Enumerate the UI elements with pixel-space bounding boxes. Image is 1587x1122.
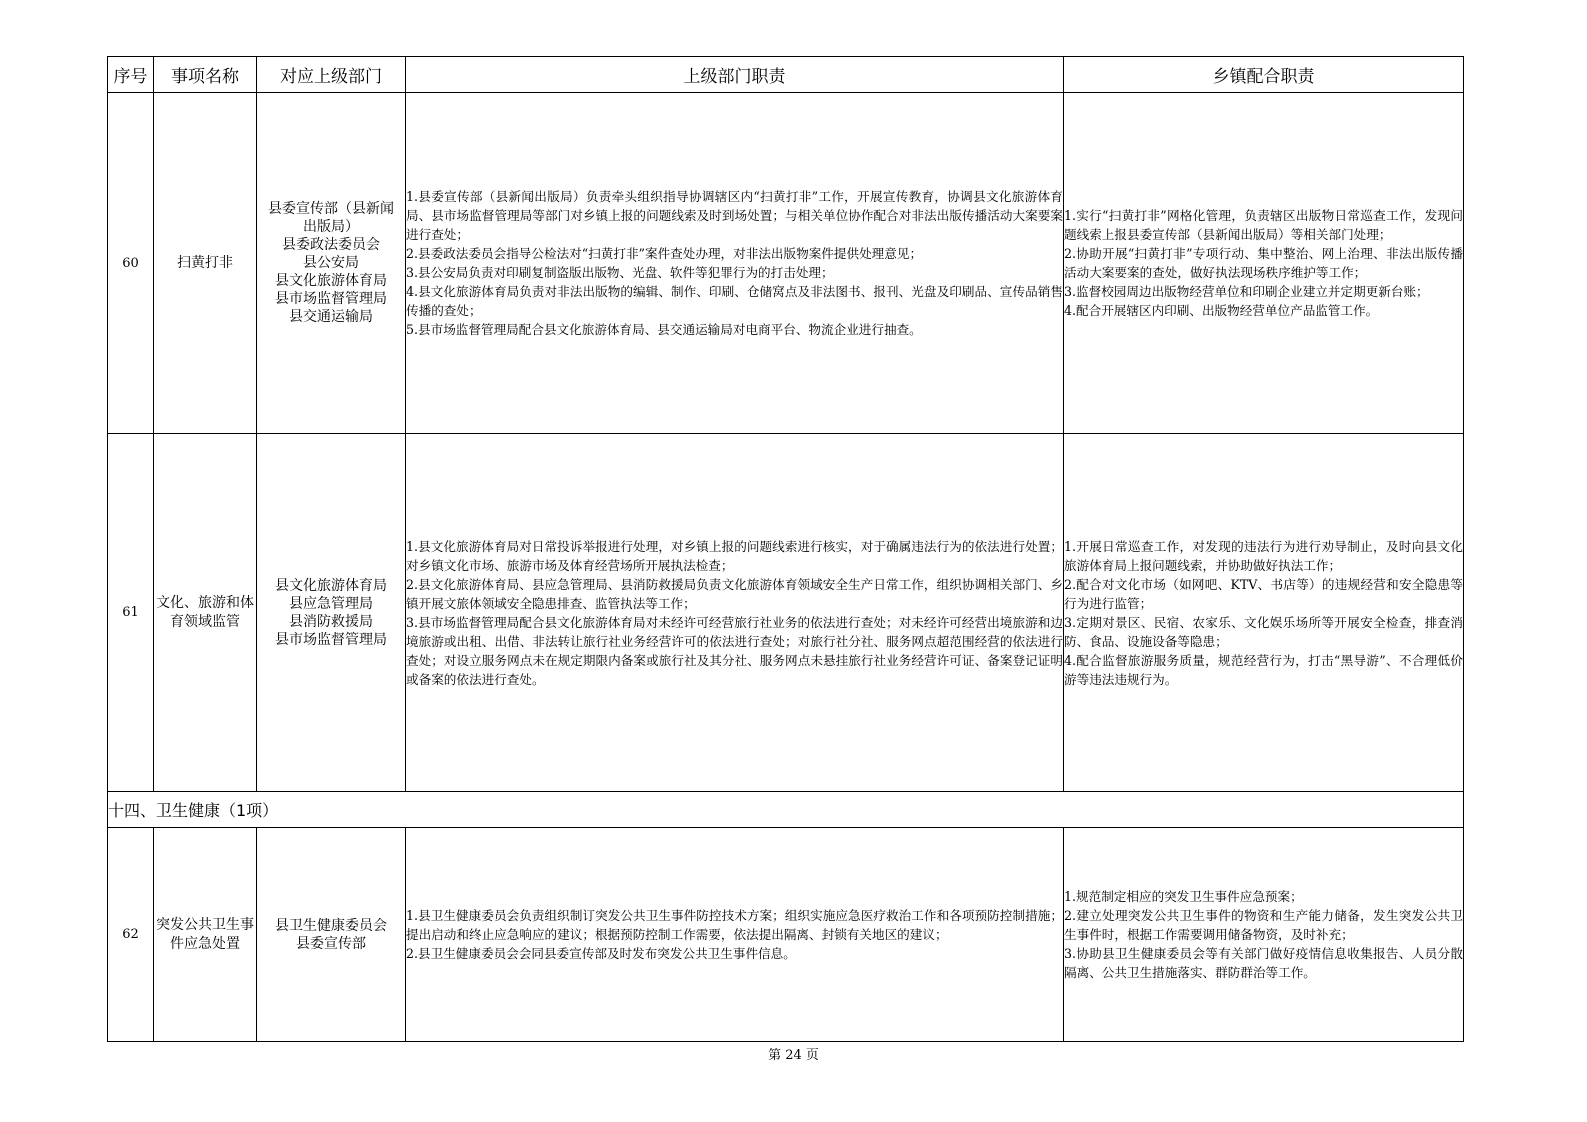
dept-item: 县委政法委员会 <box>282 237 380 253</box>
dept-item: 县公安局 <box>303 255 359 271</box>
town-duty-item: 3.定期对景区、民宿、农家乐、文化娱乐场所等开展安全检查，排查消防、食品、设施设备等隐患； <box>1064 614 1463 649</box>
upper-duty-item: 2.县卫生健康委员会会同县委宣传部及时发布突发公共卫生事件信息。 <box>406 946 796 961</box>
header-town-duty: 乡镇配合职责 <box>1064 57 1464 93</box>
dept-item: 县文化旅游体育局 <box>275 577 387 594</box>
dept-list <box>257 828 406 1042</box>
town-duty-cell <box>1064 434 1464 792</box>
dept-item: 县文化旅游体育局 <box>275 273 387 289</box>
upper-duty-item: 3.县公安局负责对印刷复制盗版出版物、光盘、软件等犯罪行为的打击处理； <box>406 265 834 280</box>
responsibility-table <box>107 56 1464 1042</box>
town-duty-item: 2.配合对文化市场（如网吧、KTV、书店等）的违规经营和安全隐患等行为进行监管； <box>1064 576 1463 611</box>
header-seq: 序号 <box>108 57 154 93</box>
upper-duty-item: 1.县委宣传部（县新闻出版局）负责牵头组织指导协调辖区内“扫黄打非”工作，开展宣传教育，协调县文化旅游体育局、县市场监督管理局等部门对乡镇上报的问题线索及时到场处置；与相关单位协作配合对非法出版传播活动大案要案进行查处； <box>406 189 1063 242</box>
dept-list <box>257 93 406 434</box>
town-duty-cell <box>1064 828 1464 1042</box>
item-name: 文化、旅游和体育领域监管 <box>154 434 257 792</box>
upper-duty-item: 4.县文化旅游体育局负责对非法出版物的编辑、制作、印刷、仓储窝点及非法图书、报刊、光盘及印刷品、宣传品销售传播的查处； <box>406 284 1063 318</box>
table-row <box>108 434 1464 792</box>
dept-item: 出版局） <box>303 219 359 235</box>
dept-item: 县消防救援局 <box>289 613 373 630</box>
dept-item: 县交通运输局 <box>289 309 373 325</box>
row-number: 61 <box>108 434 154 792</box>
section-title: 十四、卫生健康（1项） <box>108 792 1464 828</box>
row-number: 60 <box>108 93 154 434</box>
table-row <box>108 828 1464 1042</box>
upper-duty-item: 2.县文化旅游体育局、县应急管理局、县消防救援局负责文化旅游体育领域安全生产日常工作，组织协调相关部门、乡镇开展文旅体领域安全隐患排查、监管执法等工作； <box>406 576 1063 611</box>
town-duty-cell <box>1064 93 1464 434</box>
dept-item: 县市场监督管理局 <box>275 631 387 648</box>
upper-duty-item: 5.县市场监督管理局配合县文化旅游体育局、县交通运输局对电商平台、物流企业进行抽查。 <box>406 322 922 337</box>
town-duty-item: 2.协助开展“扫黄打非”专项行动、集中整治、网上治理、非法出版传播活动大案要案的查处，做好执法现场秩序维护等工作； <box>1064 246 1463 280</box>
dept-list <box>257 434 406 792</box>
town-duty-item: 3.监督校园周边出版物经营单位和印刷企业建立并定期更新台账； <box>1064 284 1429 299</box>
header-upper-duty: 上级部门职责 <box>406 57 1064 93</box>
upper-duty-item: 1.县卫生健康委员会负责组织制订突发公共卫生事件防控技术方案；组织实施应急医疗救治工作和各项预防控制措施；提出启动和终止应急响应的建议；根据预防控制工作需要，依法提出隔离、封锁有关地区的建议； <box>406 908 1063 942</box>
dept-item: 县市场监督管理局 <box>275 291 387 307</box>
header-item-name: 事项名称 <box>154 57 257 93</box>
town-duty-item: 1.实行“扫黄打非”网格化管理，负责辖区出版物日常巡查工作，发现问题线索上报县委宣传部（县新闻出版局）等相关部门处理； <box>1064 208 1463 242</box>
town-duty-item: 4.配合监督旅游服务质量，规范经营行为，打击“黑导游”、不合理低价游等违法违规行为。 <box>1064 652 1463 687</box>
upper-duty-cell <box>406 93 1064 434</box>
upper-duty-cell <box>406 434 1064 792</box>
item-name: 突发公共卫生事件应急处置 <box>154 828 257 1042</box>
dept-item: 县委宣传部（县新闻 <box>268 201 394 217</box>
upper-duty-item: 3.县市场监督管理局配合县文化旅游体育局对未经许可经营旅行社业务的依法进行查处；对未经许可经营出境旅游和边境旅游或出租、出借、非法转让旅行社业务经营许可的依法进行查处；对旅行社分社、服务网点超范围经营的依法进行查处；对设立服务网点未在规定期限内备案或旅行社及其分社、服务网点未悬挂旅行社业务经营许可证、备案登记证明或备案的依法进行查处。 <box>406 614 1063 687</box>
section-row <box>108 792 1464 828</box>
dept-item: 县委宣传部 <box>296 935 366 952</box>
item-name: 扫黄打非 <box>154 93 257 434</box>
dept-item: 县卫生健康委员会 <box>275 917 387 934</box>
page-number: 第 24 页 <box>768 1048 819 1063</box>
town-duty-item: 1.开展日常巡查工作，对发现的违法行为进行劝导制止，及时向县文化旅游体育局上报问题线索，并协助做好执法工作； <box>1064 538 1463 573</box>
header-dept: 对应上级部门 <box>257 57 406 93</box>
table-row <box>108 93 1464 434</box>
town-duty-item: 3.协助县卫生健康委员会等有关部门做好疫情信息收集报告、人员分散隔离、公共卫生措施落实、群防群治等工作。 <box>1064 946 1463 980</box>
upper-duty-item: 1.县文化旅游体育局对日常投诉举报进行处理，对乡镇上报的问题线索进行核实，对于确属违法行为的依法进行处置；对乡镇文化市场、旅游市场及体育经营场所开展执法检查； <box>406 538 1063 573</box>
row-number: 62 <box>108 828 154 1042</box>
upper-duty-cell <box>406 828 1064 1042</box>
header-row <box>108 57 1464 93</box>
dept-item: 县应急管理局 <box>289 595 373 612</box>
upper-duty-item: 2.县委政法委员会指导公检法对“扫黄打非”案件查处办理，对非法出版物案件提供处理意见； <box>406 246 923 261</box>
town-duty-item: 1.规范制定相应的突发卫生事件应急预案； <box>1064 889 1303 904</box>
town-duty-item: 4.配合开展辖区内印刷、出版物经营单位产品监管工作。 <box>1064 303 1379 318</box>
town-duty-item: 2.建立处理突发公共卫生事件的物资和生产能力储备，发生突发公共卫生事件时，根据工作需要调用储备物资，及时补充； <box>1064 908 1463 942</box>
